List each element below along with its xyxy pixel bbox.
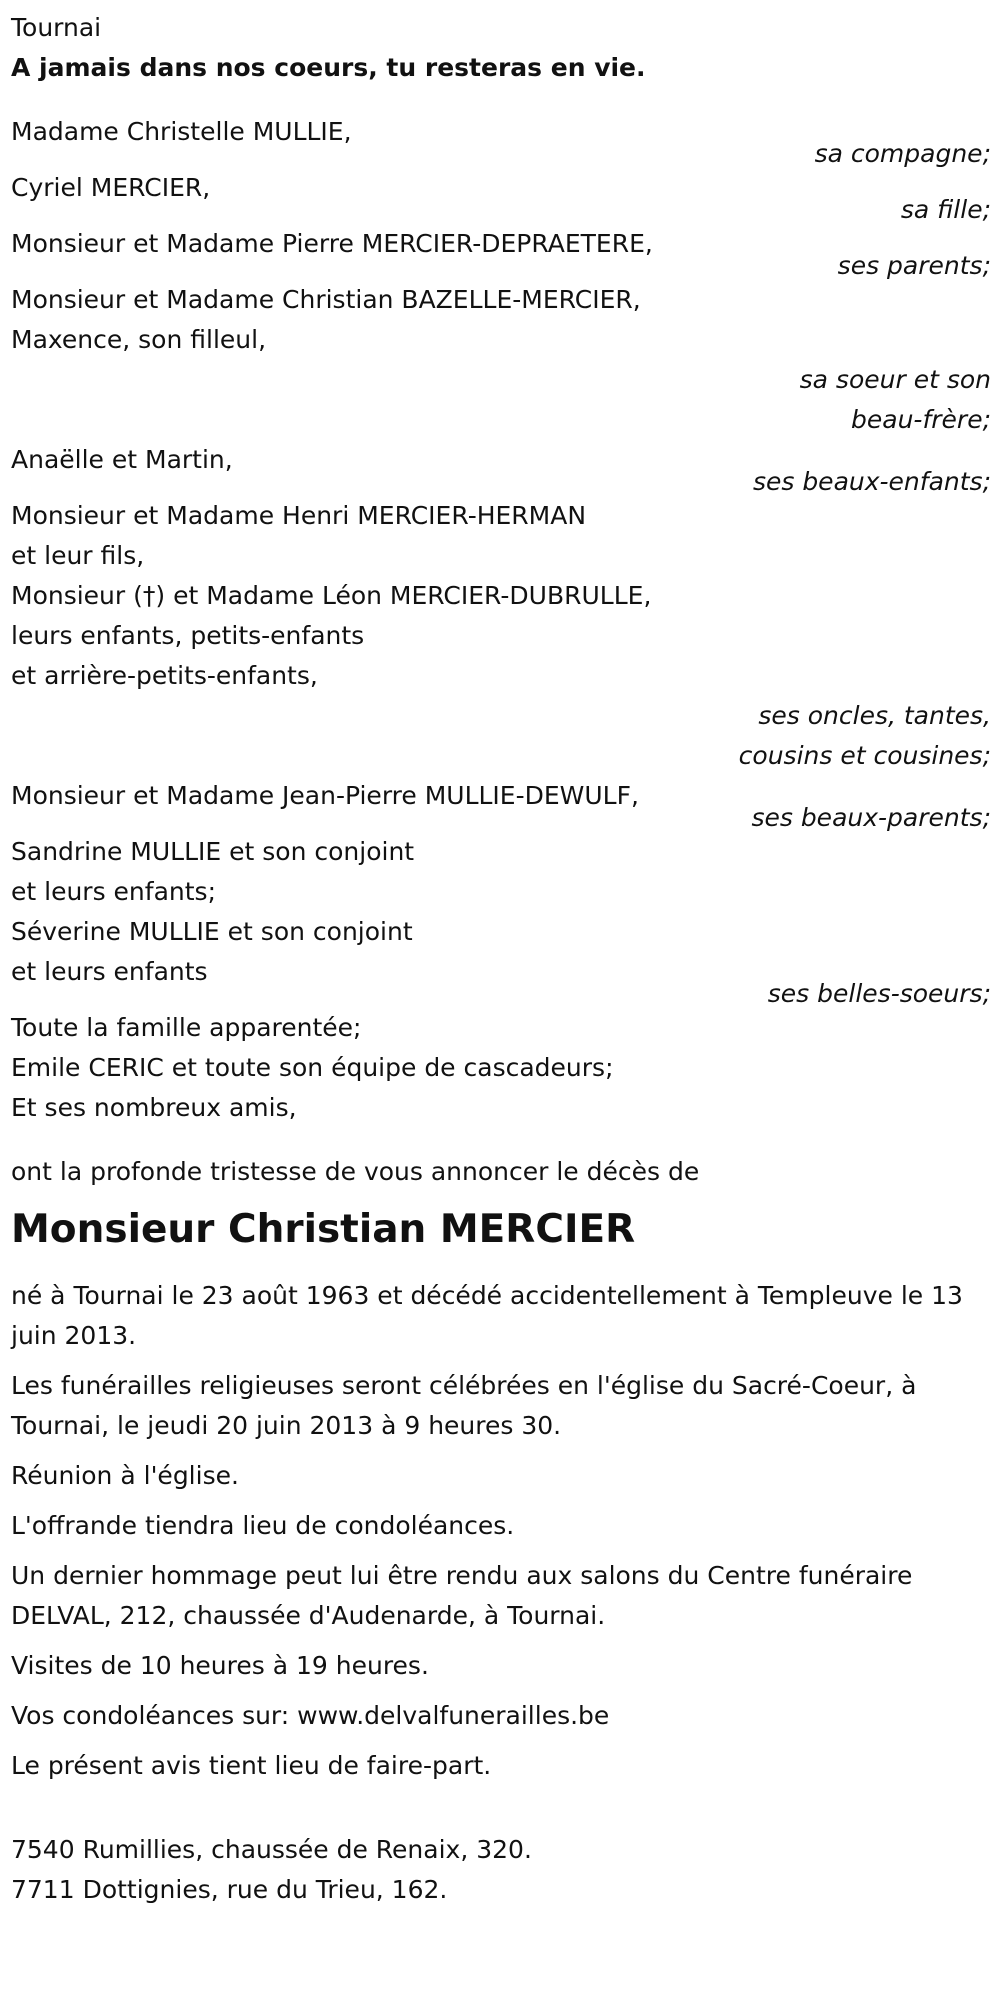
funeral-paragraph: Les funérailles religieuses seront célébrées en l'église du Sacré-Coeur, à Tournai, le jeudi 20 juin 2013 à 9 heures 30.: [11, 1371, 917, 1440]
family-group-sisters-in-law: [11, 832, 991, 1014]
family-line: Monsieur et Madame Pierre MERCIER-DEPRAETERE,: [11, 229, 653, 258]
family-group-sister: [11, 280, 991, 440]
family-line: Anaëlle et Martin,: [11, 445, 233, 474]
family-line: Monsieur et Madame Christian BAZELLE-MERCIER,: [11, 285, 641, 314]
family-line: et leurs enfants: [11, 957, 208, 986]
family-line: Emile CERIC et toute son équipe de cascadeurs;: [11, 1053, 614, 1082]
family-line: Cyriel MERCIER,: [11, 173, 211, 202]
condolences-paragraph: Vos condoléances sur: www.delvalfunerailles.be: [11, 1701, 610, 1730]
tribute-paragraph: Un dernier hommage peut lui être rendu aux salons du Centre funéraire DELVAL, 212, chaussée d'Audenarde, à Tournai.: [11, 1561, 913, 1630]
family-line: Séverine MULLIE et son conjoint: [11, 917, 413, 946]
family-line: Sandrine MULLIE et son conjoint: [11, 837, 415, 866]
family-line: et leur fils,: [11, 541, 145, 570]
family-line: Madame Christelle MULLIE,: [11, 117, 352, 146]
address-line: 7711 Dottignies, rue du Trieu, 162.: [11, 1875, 448, 1904]
motto: A jamais dans nos coeurs, tu resteras en vie.: [11, 53, 646, 82]
address-line: 7540 Rumillies, chaussée de Renaix, 320.: [11, 1835, 532, 1864]
offering-paragraph: L'offrande tiendra lieu de condoléances.: [11, 1511, 515, 1540]
meeting-paragraph: Réunion à l'église.: [11, 1461, 239, 1490]
relation-label: ses parents;: [837, 251, 991, 280]
family-line: Toute la famille apparentée;: [11, 1013, 362, 1042]
relation-label: ses belles-soeurs;: [767, 979, 991, 1008]
family-line: leurs enfants, petits-enfants: [11, 621, 365, 650]
announcement-text: ont la profonde tristesse de vous annoncer le décès de: [11, 1157, 700, 1186]
family-line: Maxence, son filleul,: [11, 325, 267, 354]
family-group-daughter: [11, 168, 991, 230]
family-group-others: [11, 1008, 991, 1128]
city-header: Tournai: [11, 13, 102, 42]
family-group-companion: [11, 112, 991, 174]
family-line: et leurs enfants;: [11, 877, 216, 906]
family-line: Et ses nombreux amis,: [11, 1093, 297, 1122]
relation-label: cousins et cousines;: [738, 741, 991, 770]
obituary-notice: [11, 8, 991, 1910]
relation-label: ses beaux-parents;: [751, 803, 991, 832]
visits-paragraph: Visites de 10 heures à 19 heures.: [11, 1651, 429, 1680]
family-line: Monsieur et Madame Jean-Pierre MULLIE-DEWULF,: [11, 781, 639, 810]
relation-label: sa compagne;: [814, 139, 991, 168]
family-line: et arrière-petits-enfants,: [11, 661, 318, 690]
relation-label: beau-frère;: [851, 405, 991, 434]
family-group-in-laws: [11, 776, 991, 838]
family-group-stepchildren: [11, 440, 991, 502]
relation-label: sa soeur et son: [799, 365, 991, 394]
family-group-uncles: [11, 496, 991, 776]
birth-death-paragraph: né à Tournai le 23 août 1963 et décédé accidentellement à Templeuve le 13 juin 2013.: [11, 1281, 963, 1350]
relation-label: ses oncles, tantes,: [758, 701, 991, 730]
deceased-name: Monsieur Christian MERCIER: [11, 1207, 636, 1252]
notice-paragraph: Le présent avis tient lieu de faire-part.: [11, 1751, 492, 1780]
family-group-parents: [11, 224, 991, 286]
family-line: Monsieur et Madame Henri MERCIER-HERMAN: [11, 501, 587, 530]
relation-label: sa fille;: [900, 195, 991, 224]
relation-label: ses beaux-enfants;: [752, 467, 991, 496]
family-line: Monsieur (†) et Madame Léon MERCIER-DUBRULLE,: [11, 581, 652, 610]
